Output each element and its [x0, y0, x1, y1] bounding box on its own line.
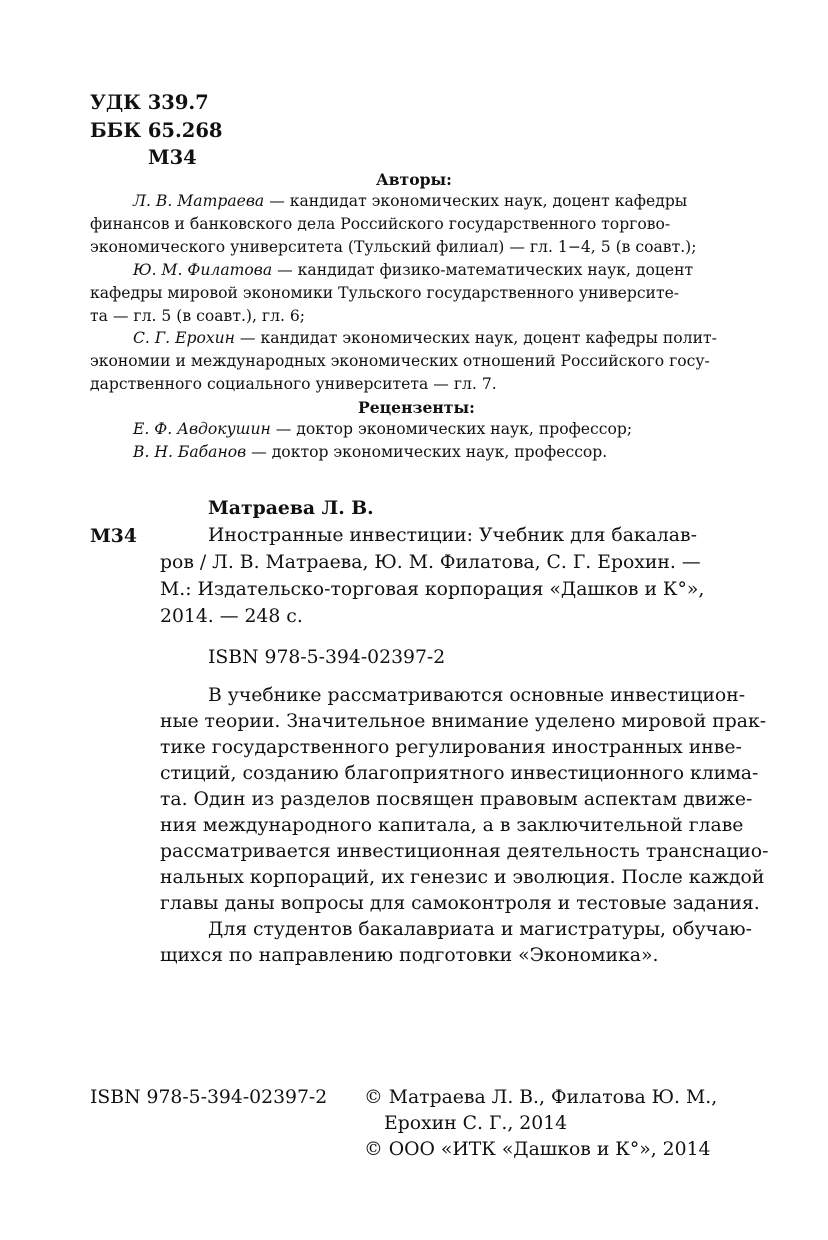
author-entry-1-line-3: экономического университета (Тульский филиал) — гл. 1−4, 5 (в соавт.);	[90, 238, 697, 256]
author-name: Л. В. Матраева	[133, 192, 265, 210]
author-entry-3-line-2: экономии и международных экономических отношений Российского госу-	[90, 352, 710, 370]
annotation-line: тике государственного регулирования иностранных инве-	[160, 737, 742, 758]
card-desc-line: ров / Л. В. Матраева, Ю. М. Филатова, С. Г. Ерохин. —	[160, 552, 701, 573]
author-entry-2-line-2: кафедры мировой экономики Тульского государственного университе-	[90, 284, 680, 302]
annotation-line: ния международного капитала, а в заключительной главе	[160, 815, 744, 836]
card-sign: М34	[90, 525, 137, 547]
card-desc-line: М.: Издательско-торговая корпорация «Дашков и К°»,	[160, 579, 705, 600]
annotation-line: ные теории. Значительное внимание уделено мировой прак-	[160, 711, 767, 732]
annotation-line: главы даны вопросы для самоконтроля и тестовые задания.	[160, 893, 760, 914]
author-entry-3-line-3: дарственного социального университета — гл. 7.	[90, 375, 497, 393]
author-name: С. Г. Ерохин	[133, 329, 235, 347]
copyright-line: © Матраева Л. В., Филатова Ю. М.,	[364, 1087, 718, 1108]
author-entry-1-line-1: Л. В. Матраева — кандидат экономических наук, доцент кафедры	[133, 192, 688, 210]
author-entry-1-line-2: финансов и банковского дела Российского государственного торгово-	[90, 215, 671, 233]
annotation-line: нальных корпораций, их генезис и эволюция. После каждой	[160, 867, 765, 888]
reviewer-name: В. Н. Бабанов	[133, 443, 247, 461]
author-entry-2-line-3: та — гл. 5 (в соавт.), гл. 6;	[90, 307, 306, 325]
copyright-line: © ООО «ИТК «Дашков и К°», 2014	[364, 1139, 711, 1160]
reviewer-name: Е. Ф. Авдокушин	[133, 420, 271, 438]
author-sign: М34	[148, 146, 197, 169]
copyright-line: Ерохин С. Г., 2014	[384, 1113, 568, 1134]
card-desc-line: Иностранные инвестиции: Учебник для бакалав-	[208, 525, 697, 546]
annotation-line: В учебнике рассматриваются основные инвестицион-	[208, 685, 746, 706]
annotation-line: щихся по направлению подготовки «Экономика».	[160, 945, 659, 966]
author-entry-2-line-1: Ю. М. Филатова — кандидат физико-математических наук, доцент	[133, 261, 694, 279]
card-isbn: ISBN 978-5-394-02397-2	[208, 647, 446, 668]
reviewer-entry-1: Е. Ф. Авдокушин — доктор экономических наук, профессор;	[133, 420, 633, 438]
bbk-code: ББК 65.268	[90, 119, 223, 142]
reviewer-entry-2: В. Н. Бабанов — доктор экономических наук, профессор.	[133, 443, 608, 461]
footer-isbn: ISBN 978-5-394-02397-2	[90, 1087, 328, 1108]
card-main-author: Матраева Л. В.	[208, 497, 374, 519]
author-name: Ю. М. Филатова	[133, 261, 273, 279]
author-entry-3-line-1: С. Г. Ерохин — кандидат экономических наук, доцент кафедры полит-	[133, 329, 717, 347]
annotation-line: стиций, созданию благоприятного инвестиционного клима-	[160, 763, 759, 784]
authors-heading: Авторы:	[376, 170, 452, 189]
annotation-line: Для студентов бакалавриата и магистратуры, обучаю-	[208, 919, 752, 940]
annotation-line: та. Один из разделов посвящен правовым аспектам движе-	[160, 789, 753, 810]
card-desc-line: 2014. — 248 с.	[160, 606, 303, 627]
annotation-line: рассматривается инвестиционная деятельность транснацио-	[160, 841, 769, 862]
reviewers-heading: Рецензенты:	[358, 398, 475, 417]
udk-code: УДК 339.7	[90, 91, 209, 114]
